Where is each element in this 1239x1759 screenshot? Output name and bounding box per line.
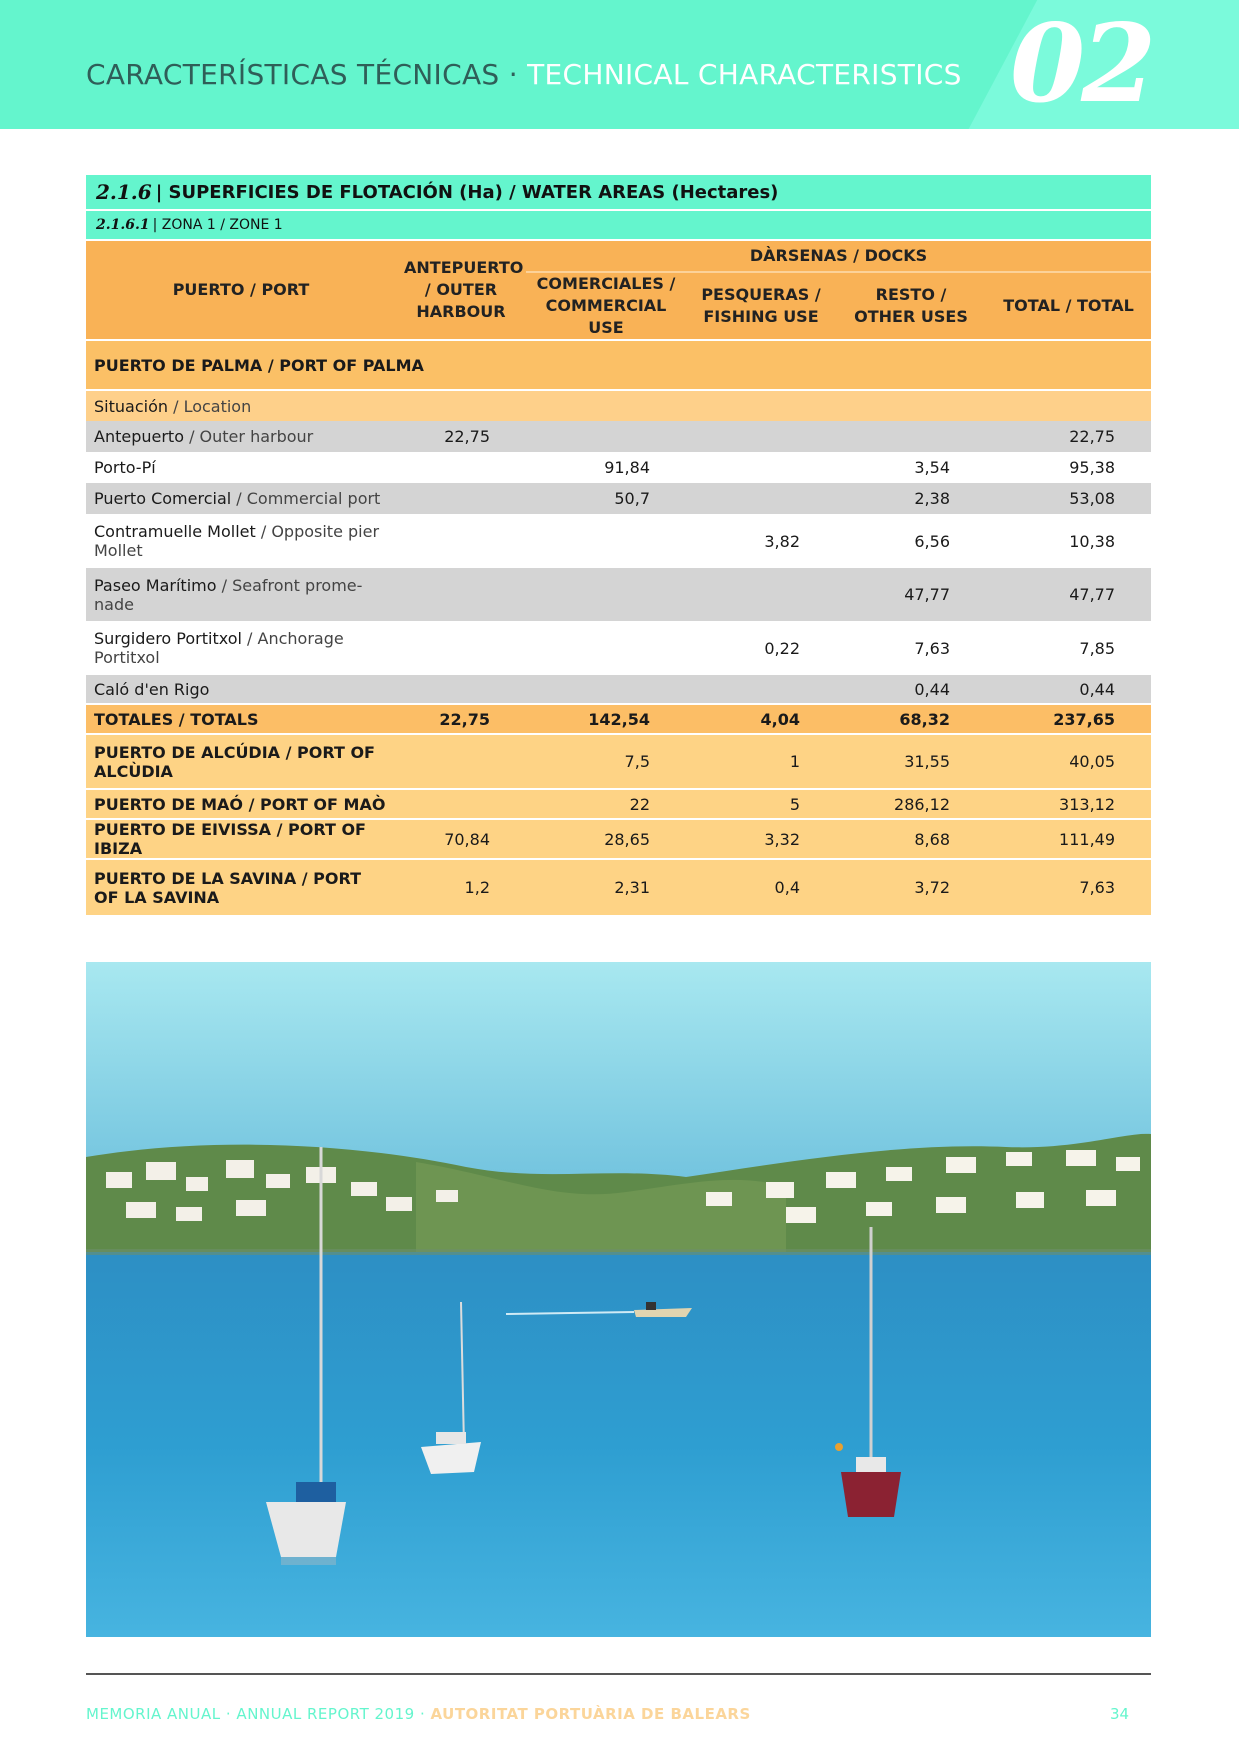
section-number: 2.1.6 [96,180,152,204]
header-total: TOTAL / TOTAL [986,273,1151,339]
table-row [86,514,1151,568]
page-header [0,0,1239,129]
cell-fishing: 3,82 [686,514,836,568]
table-row [86,675,1151,705]
cell-outer [396,452,526,483]
cell-outer [396,568,526,621]
cell-other: 8,68 [836,820,986,860]
chapter-number: 02 [1010,1,1153,127]
cell-commercial [526,421,686,452]
port-name: PUERTO DE EIVISSA / PORT OF IBIZA [86,820,396,860]
row-name-es: Antepuerto [94,427,184,446]
header-fishing: PESQUERAS / FISHING USE [686,273,836,339]
cell-commercial: 7,5 [526,735,686,790]
cell-total: 53,08 [986,483,1151,514]
footer-org: AUTORITAT PORTUÀRIA DE BALEARS [430,1705,751,1723]
footer-text [86,1705,751,1723]
totals-label: TOTALES / TOTALS [86,705,396,735]
header-other: RESTO / OTHER USES [836,273,986,339]
row-name-es: Surgidero Portitxol [94,629,242,648]
table-row [86,391,1151,421]
cell-fishing [686,568,836,621]
cell-outer [396,735,526,790]
footer-report: MEMORIA ANUAL · ANNUAL REPORT 2019 · [86,1705,431,1723]
header-outer-harbour: ANTEPUERTO / OUTER HARBOUR [396,241,526,339]
table-row [86,568,1151,621]
cell-other: 0,44 [836,675,986,705]
cell-total: 111,49 [986,820,1151,860]
row-name [86,675,396,705]
row-name [86,621,396,675]
location-es: Situación [94,396,168,416]
table-row [86,790,1151,820]
row-name-en: / Seafront prome-nade [94,575,363,614]
cell-fishing: 0,22 [686,621,836,675]
row-name-es: Caló d'en Rigo [94,679,210,699]
row-name-en: / Opposite pier Mollet [94,522,380,560]
totals-row [86,705,1151,735]
cell-other: 7,63 [836,621,986,675]
cell-outer: 70,84 [396,820,526,860]
header-commercial: COMERCIALES / COMMERCIAL USE [526,273,686,339]
cell-fishing: 3,32 [686,820,836,860]
row-name [86,483,396,514]
cell-commercial [526,514,686,568]
page-number: 34 [1110,1705,1130,1723]
port-name: PUERTO DE MAÓ / PORT OF MAÒ [86,790,396,820]
cell-outer [396,483,526,514]
cell-other: 31,55 [836,735,986,790]
footer-rule [86,1673,1151,1675]
palma-title: PUERTO DE PALMA / PORT OF PALMA [86,339,1151,391]
table-row [86,860,1151,915]
total-commercial: 142,54 [526,705,686,735]
total-other: 68,32 [836,705,986,735]
cell-outer [396,514,526,568]
cell-commercial [526,568,686,621]
cell-total: 22,75 [986,421,1151,452]
row-name-en: / Outer harbour [183,427,314,446]
cell-total: 313,12 [986,790,1151,820]
cell-fishing [686,483,836,514]
row-name-es: Puerto Comercial [94,489,232,508]
cell-total: 95,38 [986,452,1151,483]
cell-other: 286,12 [836,790,986,820]
row-name-es: Paseo Marítimo [94,575,217,595]
port-name: PUERTO DE LA SAVINA / PORT OF LA SAVINA [86,860,396,915]
chapter-title-es: CARACTERÍSTICAS TÉCNICAS [86,58,500,91]
cell-other: 3,54 [836,452,986,483]
table-row [86,483,1151,514]
row-name [86,421,396,452]
cell-outer: 22,75 [396,421,526,452]
location-label [86,391,1151,421]
cell-other: 47,77 [836,568,986,621]
cell-commercial: 91,84 [526,452,686,483]
cell-other: 2,38 [836,483,986,514]
row-name-en: / Anchorage Portitxol [94,629,344,667]
table-row [86,735,1151,790]
cell-commercial [526,675,686,705]
sea [86,1252,1151,1637]
water-areas-table [86,241,1151,915]
cell-total: 7,85 [986,621,1151,675]
cell-total: 0,44 [986,675,1151,705]
port-name: PUERTO DE ALCÚDIA / PORT OF ALCÙDIA [86,735,396,790]
subsection-title: | ZONA 1 / ZONE 1 [152,217,283,233]
chapter-title-separator: · [499,58,528,91]
cell-fishing [686,675,836,705]
harbour-photo [86,962,1151,1637]
cell-outer [396,790,526,820]
buoy [835,1443,843,1451]
cell-fishing: 0,4 [686,860,836,915]
cell-other [836,421,986,452]
cell-fishing [686,421,836,452]
row-name [86,568,396,621]
section-title: | SUPERFICIES DE FLOTACIÓN (Ha) / WATER AREAS (Hectares) [155,181,779,203]
header-docks: DÀRSENAS / DOCKS [526,241,1151,273]
table-row [86,820,1151,860]
row-name-en: / Commercial port [231,489,381,508]
row-name-es: Contramuelle Mollet [94,522,256,541]
total-fishing: 4,04 [686,705,836,735]
table-row [86,621,1151,675]
chapter-title-en: TECHNICAL CHARACTERISTICS [527,58,962,91]
table-row [86,421,1151,452]
total-outer: 22,75 [396,705,526,735]
row-name [86,452,396,483]
cell-commercial: 22 [526,790,686,820]
chapter-title [86,58,962,91]
cell-outer [396,675,526,705]
cell-fishing: 5 [686,790,836,820]
table-caption [86,175,1151,209]
cell-other: 3,72 [836,860,986,915]
cell-fishing [686,452,836,483]
table-row [86,452,1151,483]
cell-outer [396,621,526,675]
shoreline [86,1249,1151,1255]
location-en: / Location [168,396,252,416]
cell-other: 6,56 [836,514,986,568]
total-total: 237,65 [986,705,1151,735]
cell-commercial [526,621,686,675]
cell-total: 7,63 [986,860,1151,915]
water-areas-table-section [86,175,1151,915]
row-name [86,514,396,568]
cell-total: 40,05 [986,735,1151,790]
cell-fishing: 1 [686,735,836,790]
cell-commercial: 2,31 [526,860,686,915]
header-port: PUERTO / PORT [86,241,396,339]
cell-total: 47,77 [986,568,1151,621]
cell-commercial: 28,65 [526,820,686,860]
cell-outer: 1,2 [396,860,526,915]
table-subcaption [86,211,1151,239]
row-name-es: Porto-Pí [94,458,156,477]
cell-commercial: 50,7 [526,483,686,514]
table-row [86,339,1151,391]
harbour-illustration [86,962,1151,1637]
subsection-number: 2.1.6.1 [96,217,150,233]
cell-total: 10,38 [986,514,1151,568]
